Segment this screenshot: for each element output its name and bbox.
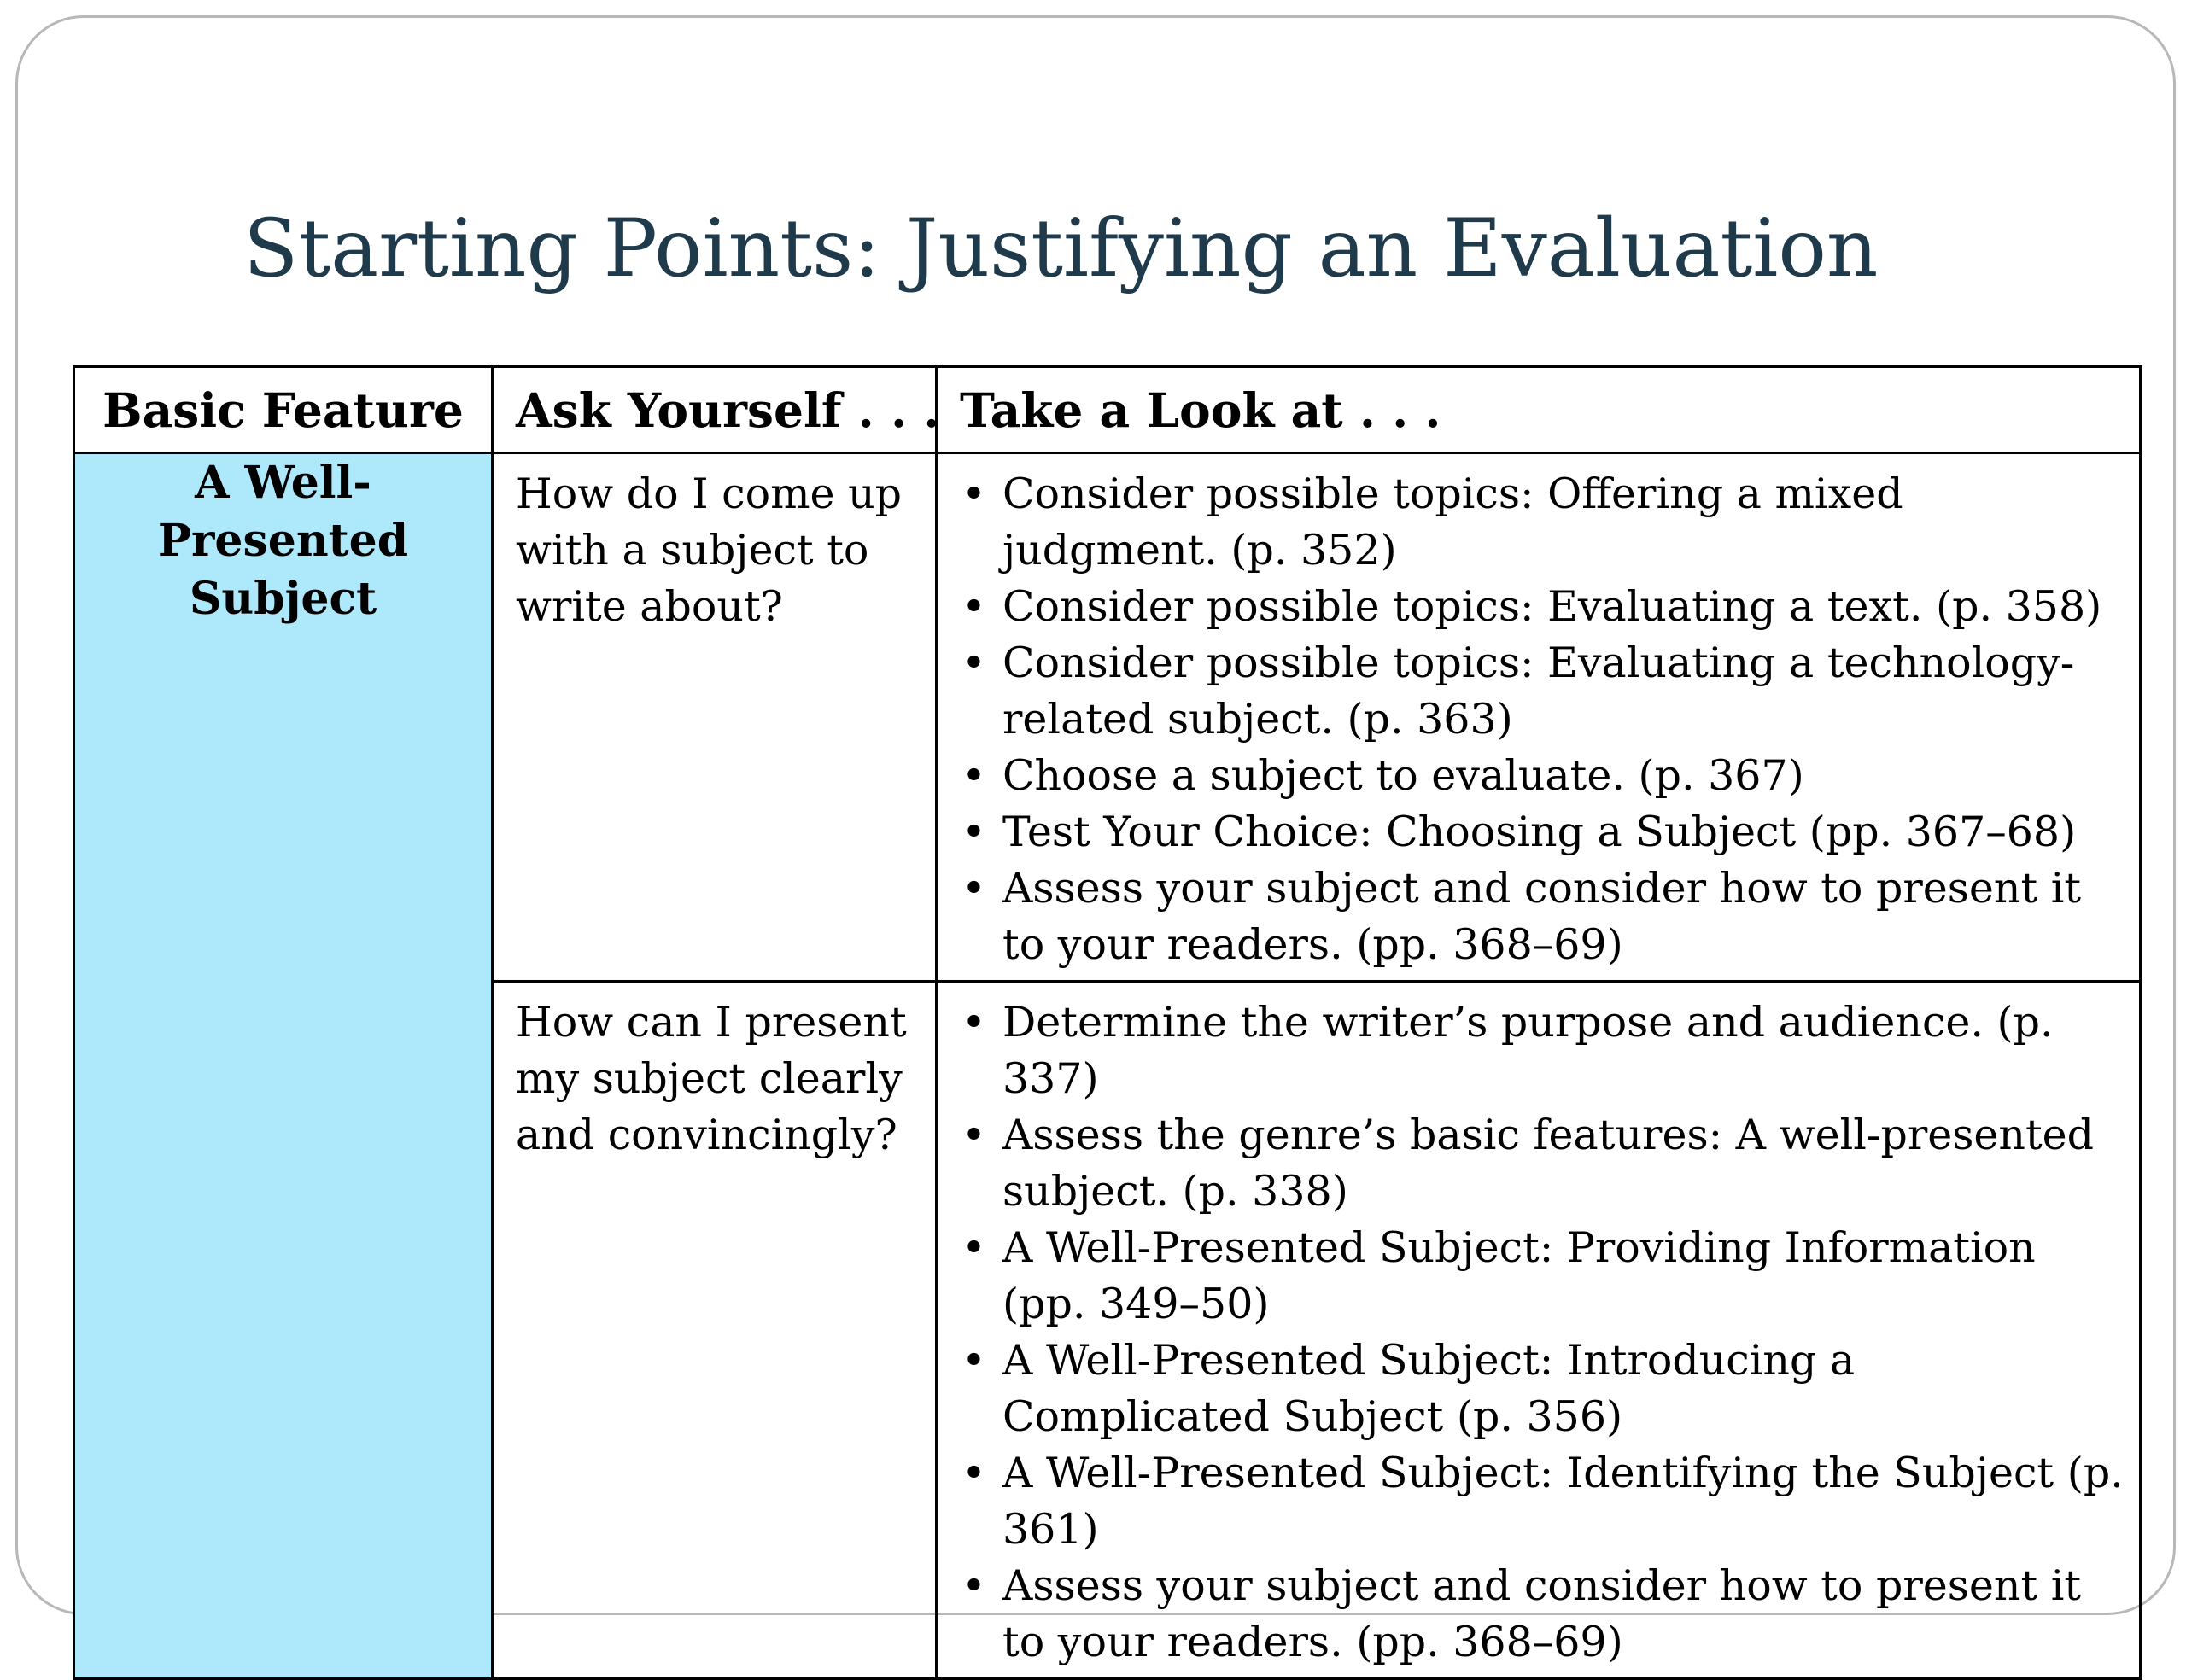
question-cell: How do I come up with a subject to write about? (493, 453, 937, 982)
bullet-icon: • (961, 864, 986, 913)
table-row (74, 453, 2141, 982)
list-item-text: Assess your subject and consider how to present it to your readers. (pp. 368–69) (1002, 1561, 2082, 1666)
list-item (953, 635, 2124, 748)
reference-list (953, 995, 2124, 1671)
list-item (953, 466, 2124, 579)
list-item (953, 579, 2124, 635)
bullet-icon: • (961, 639, 986, 687)
header-take-a-look: Take a Look at . . . (937, 367, 2141, 453)
bullet-icon: • (961, 470, 986, 518)
list-item (953, 1558, 2124, 1671)
bullet-icon: • (961, 808, 986, 856)
bullet-icon: • (961, 582, 986, 631)
list-item (953, 860, 2124, 973)
list-item (953, 995, 2124, 1107)
list-item-text: A Well-Presented Subject: Identifying the Subject (p. 361) (1002, 1449, 2124, 1554)
header-row (74, 367, 2141, 453)
list-item-text: A Well-Presented Subject: Providing Information (pp. 349–50) (1002, 1223, 2036, 1328)
references-cell (937, 453, 2141, 982)
bullet-icon: • (961, 1336, 986, 1385)
bullet-icon: • (961, 1561, 986, 1610)
list-item-text: Consider possible topics: Offering a mixed judgment. (p. 352) (1002, 470, 1903, 575)
slide-title: Starting Points: Justifying an Evaluation (243, 202, 1879, 295)
bullet-icon: • (961, 998, 986, 1047)
feature-cell: A Well-Presented Subject (74, 453, 493, 1679)
list-item (953, 748, 2124, 804)
list-item-text: A Well-Presented Subject: Introducing a Complicated Subject (p. 356) (1002, 1336, 1856, 1441)
bullet-icon: • (961, 751, 986, 800)
list-item (953, 1220, 2124, 1333)
header-ask-yourself: Ask Yourself . . . (493, 367, 937, 453)
list-item-text: Assess the genre’s basic features: A well-presented subject. (p. 338) (1002, 1111, 2095, 1216)
references-cell (937, 982, 2141, 1679)
bullet-icon: • (961, 1449, 986, 1497)
list-item (953, 1107, 2124, 1220)
bullet-icon: • (961, 1111, 986, 1159)
list-item (953, 1445, 2124, 1558)
list-item-text: Determine the writer’s purpose and audience. (p. 337) (1002, 998, 2054, 1103)
list-item-text: Consider possible topics: Evaluating a text. (p. 358) (1002, 582, 2102, 631)
header-basic-feature: Basic Feature (74, 367, 493, 453)
evaluation-table (73, 365, 2142, 1680)
list-item-text: Consider possible topics: Evaluating a technology-related subject. (p. 363) (1002, 639, 2075, 744)
list-item-text: Test Your Choice: Choosing a Subject (pp. 367–68) (1002, 808, 2077, 856)
question-cell: How can I present my subject clearly and convincingly? (493, 982, 937, 1679)
list-item-text: Assess your subject and consider how to present it to your readers. (pp. 368–69) (1002, 864, 2082, 969)
reference-list (953, 466, 2124, 973)
list-item-text: Choose a subject to evaluate. (p. 367) (1002, 751, 1804, 800)
bullet-icon: • (961, 1223, 986, 1272)
list-item (953, 1333, 2124, 1445)
list-item (953, 804, 2124, 860)
